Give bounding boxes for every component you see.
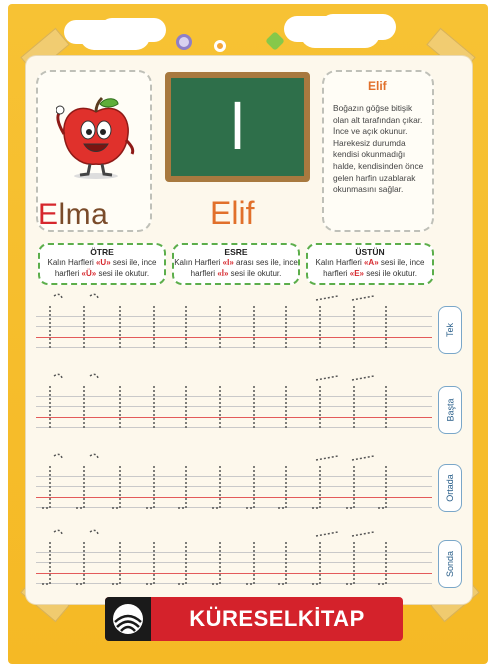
tab-label: Ortada bbox=[445, 474, 456, 502]
tab-label: Başta bbox=[445, 398, 456, 422]
letter-tracing-guides bbox=[36, 452, 432, 524]
cloud-decoration bbox=[300, 18, 380, 48]
rule-title: ÖTRE bbox=[90, 247, 114, 257]
practice-row-basta[interactable] bbox=[36, 372, 432, 444]
info-text: Boğazın göğse bitişik olan alt tarafından çıkar. İnce ve açık okunur. Harekesiz durumda kendisi okunmadığı halde, kendisinden önce gelen harfin uzablarak okunmasını sağlar. bbox=[333, 103, 424, 195]
rule-text: Kalın Harfleri «A» sesi ile, ince harfleri «E» sesi ile okutur. bbox=[315, 258, 425, 278]
button-decoration-icon bbox=[214, 40, 226, 52]
globe-logo-icon bbox=[105, 597, 151, 641]
button-decoration-icon bbox=[176, 34, 192, 50]
rule-card-ustun bbox=[306, 243, 434, 285]
rule-title: ÜSTÜN bbox=[355, 247, 385, 257]
tab-ortada[interactable] bbox=[438, 464, 462, 512]
main-word: Elif bbox=[210, 195, 255, 231]
tab-label: Tek bbox=[444, 322, 455, 338]
publisher-banner bbox=[105, 597, 403, 641]
rule-card-esre bbox=[172, 243, 300, 285]
practice-row-sonda[interactable] bbox=[36, 528, 432, 600]
word-elma-rest: lma bbox=[58, 198, 109, 231]
tab-basta[interactable] bbox=[438, 386, 462, 434]
word-elma bbox=[38, 198, 108, 232]
rule-text: Kalın Harfleri «I» arası ses ile, ince harfleri «İ» sesi ile okutur. bbox=[174, 258, 298, 278]
word-elma-initial: E bbox=[38, 198, 59, 231]
tab-sonda[interactable] bbox=[438, 540, 462, 588]
letter-tracing-guides bbox=[36, 372, 432, 444]
rule-text: Kalın Harfleri «U» sesi ile, ince harfleri «Ü» sesi ile okutur. bbox=[47, 258, 157, 278]
cloud-decoration bbox=[80, 22, 150, 50]
letter-tracing-guides bbox=[36, 528, 432, 600]
board-letter: ا bbox=[228, 90, 247, 164]
practice-row-ortada[interactable] bbox=[36, 452, 432, 524]
rule-card-otre bbox=[38, 243, 166, 285]
letter-tracing-guides bbox=[36, 292, 432, 364]
apple-mascot-icon bbox=[56, 94, 138, 180]
practice-row-tek[interactable] bbox=[36, 292, 432, 364]
chalkboard bbox=[165, 72, 310, 182]
publisher-name: KÜRESELKİTAP bbox=[189, 606, 365, 631]
tab-label: Sonda bbox=[445, 550, 455, 578]
rule-title: ESRE bbox=[224, 247, 248, 257]
tab-tek[interactable] bbox=[438, 306, 462, 354]
info-title: Elif bbox=[368, 79, 387, 93]
